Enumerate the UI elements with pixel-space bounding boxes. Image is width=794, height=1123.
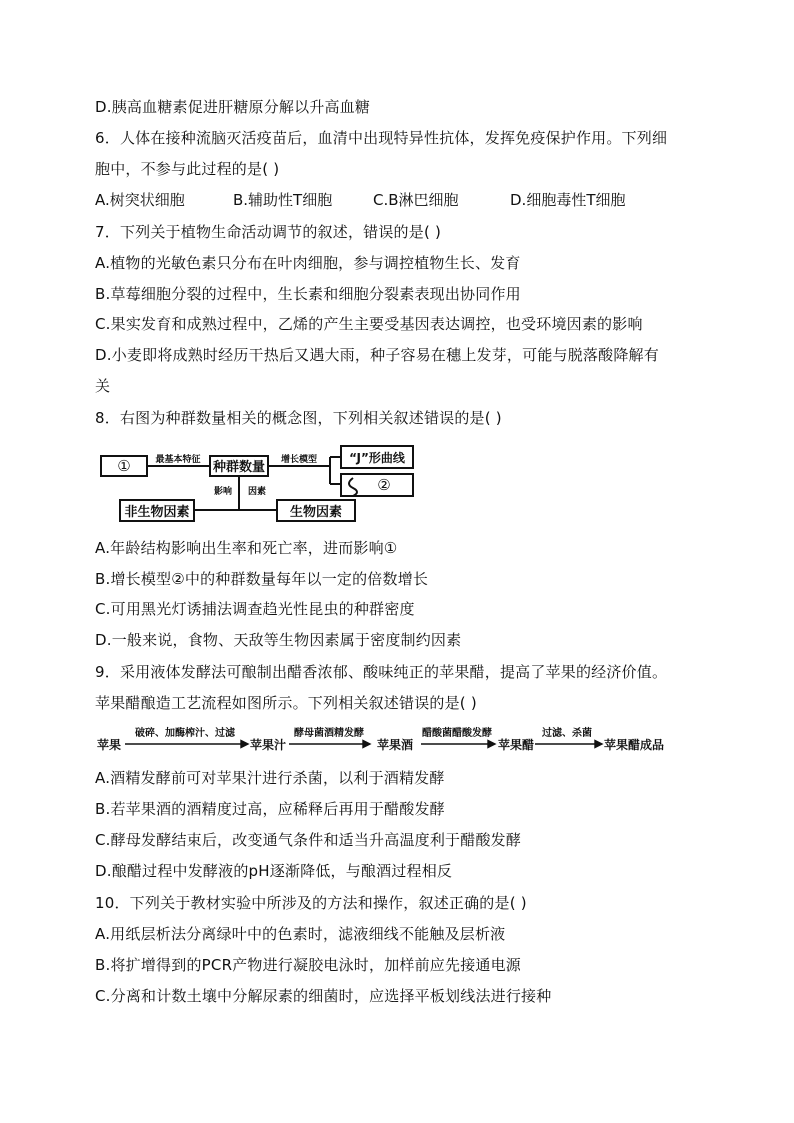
diagram-label-edge3a: 影响: [213, 487, 233, 497]
diagram-label-jcurve: “J”形曲线: [349, 451, 405, 465]
diagram-label-abiotic: 非生物因素: [124, 505, 190, 520]
flow-node-vinegar: 苹果醋: [498, 738, 535, 752]
q10-option-b: B.将扩增得到的PCR产物进行凝胶电泳时，加样前应先接通电源: [95, 956, 522, 974]
diagram-label-edge3b: 因素: [247, 487, 267, 497]
q9-stem-line2: 苹果醋酿造工艺流程如图所示。下列相关叙述错误的是( ): [95, 694, 477, 712]
diagram-label-edge2: 增长模型: [280, 455, 318, 465]
flow-node-cider: 苹果酒: [377, 738, 414, 752]
q8-option-c: C.可用黑光灯诱捕法调查趋光性昆虫的种群密度: [95, 600, 415, 618]
q9-stem-line1: 9．采用液体发酵法可酿制出醋香浓郁、酸味纯正的苹果醋，提高了苹果的经济价值。: [95, 663, 668, 681]
flow-step-yeast: 酵母菌酒精发酵: [294, 728, 364, 739]
q9-option-a: A.酒精发酵前可对苹果汁进行杀菌，以利于酒精发酵: [95, 769, 445, 787]
q8-stem: 8．右图为种群数量相关的概念图，下列相关叙述错误的是( ): [95, 409, 502, 427]
q7-option-b: B.草莓细胞分裂的过程中，生长素和细胞分裂素表现出协同作用: [95, 285, 521, 303]
q6-option-b: B.辅助性T细胞: [233, 191, 333, 209]
diagram-label-biotic: 生物因素: [289, 505, 343, 520]
q6-option-a: A.树突状细胞: [95, 191, 185, 209]
q10-option-c: C.分离和计数土壤中分解尿素的细菌时，应选择平板划线法进行接种: [95, 987, 552, 1005]
population-concept-diagram: [95, 440, 425, 525]
q6-stem-line2: 胞中，不参与此过程的是( ): [95, 160, 280, 178]
flow-step-crush: 破碎、加酶榨汁、过滤: [135, 728, 235, 739]
q10-option-a: A.用纸层析法分离绿叶中的色素时，滤液细线不能触及层析液: [95, 925, 506, 943]
q9-option-d: D.酿醋过程中发酵液的pH逐渐降低，与酿酒过程相反: [95, 862, 453, 880]
q8-option-a: A.年龄结构影响出生率和死亡率，进而影响①: [95, 539, 398, 557]
q7-option-d-line2: 关: [95, 377, 111, 395]
q6-option-d: D.细胞毒性T细胞: [510, 191, 626, 209]
flow-node-apple: 苹果: [97, 738, 122, 752]
flow-node-product: 苹果醋成品: [604, 738, 665, 752]
q7-option-d-line1: D.小麦即将成熟时经历干热后又遇大雨，种子容易在穗上发芽，可能与脱落酸降解有: [95, 346, 659, 364]
q7-option-c: C.果实发育和成熟过程中，乙烯的产生主要受基因表达调控，也受环境因素的影响: [95, 315, 643, 333]
flow-node-juice: 苹果汁: [250, 738, 287, 752]
q7-option-a: A.植物的光敏色素只分布在叶肉细胞，参与调控植物生长、发育: [95, 254, 521, 272]
q10-stem: 10．下列关于教材实验中所涉及的方法和操作，叙述正确的是( ): [95, 894, 527, 912]
diagram-label-center: 种群数量: [212, 460, 266, 475]
q5-option-d: D.胰高血糖素促进肝糖原分解以升高血糖: [95, 98, 371, 116]
q7-stem: 7．下列关于植物生命活动调节的叙述，错误的是( ): [95, 223, 442, 241]
diagram-label-box2: ②: [377, 476, 391, 494]
cider-vinegar-process-flow: [95, 722, 675, 758]
flow-step-acetic: 醋酸菌醋酸发酵: [422, 728, 492, 739]
q8-option-d: D.一般来说，食物、天敌等生物因素属于密度制约因素: [95, 631, 462, 649]
flow-step-filter: 过滤、杀菌: [542, 728, 592, 739]
q6-option-c: C.B淋巴细胞: [373, 191, 459, 209]
diagram-label-edge1: 最基本特征: [155, 455, 201, 465]
q6-stem-line1: 6．人体在接种流脑灭活疫苗后，血清中出现特异性抗体，发挥免疫保护作用。下列细: [95, 129, 668, 147]
diagram-label-box1: ①: [117, 457, 131, 475]
q9-option-b: B.若苹果酒的酒精度过高，应稀释后再用于醋酸发酵: [95, 800, 445, 818]
q8-option-b: B.增长模型②中的种群数量每年以一定的倍数增长: [95, 570, 429, 588]
q9-option-c: C.酵母发酵结束后，改变通气条件和适当升高温度利于醋酸发酵: [95, 831, 522, 849]
